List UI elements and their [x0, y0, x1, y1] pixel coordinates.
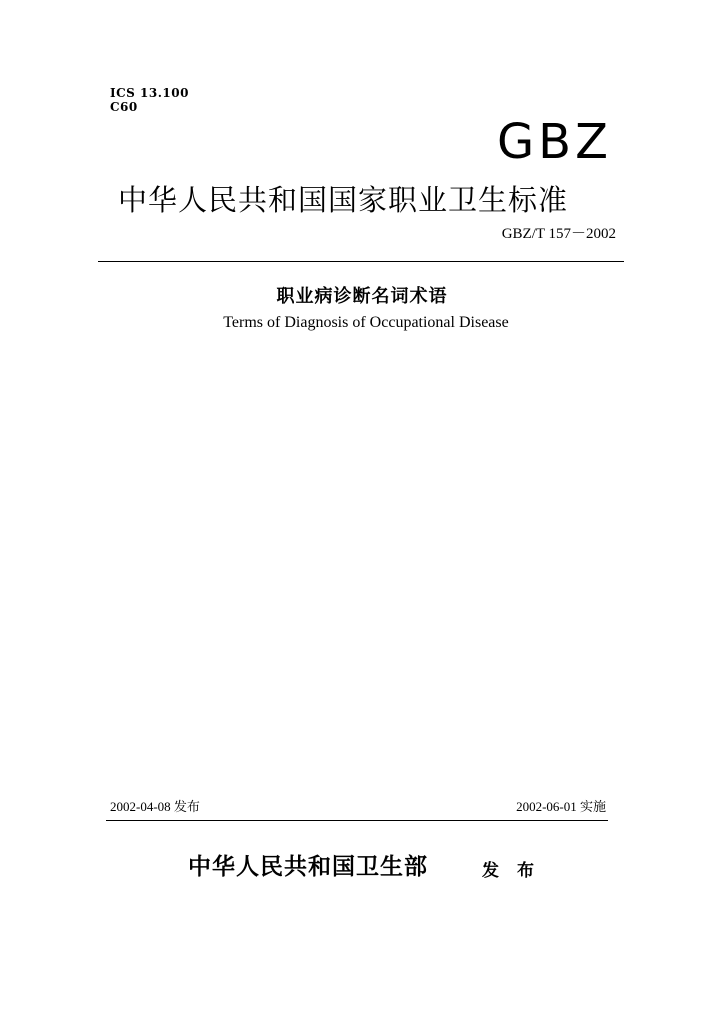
standard-name: 中华人民共和国国家职业卫生标准	[118, 183, 569, 217]
standard-number: GBZ/T 157－2002	[501, 226, 616, 242]
gbz-logo: GBZ	[496, 114, 612, 170]
top-divider	[98, 261, 624, 262]
document-title-chinese: 职业病诊断名词术语	[276, 286, 448, 307]
implementation-date: 2002-06-01 实施	[516, 799, 606, 814]
document-title-english: Terms of Diagnosis of Occupational Disease	[223, 314, 509, 331]
publisher-name: 中华人民共和国卫生部	[188, 854, 428, 880]
classification-codes	[110, 86, 189, 114]
issue-date: 2002-04-08 发布	[110, 799, 200, 814]
ics-code: ICS 13.100	[110, 86, 189, 100]
publish-label: 发布	[482, 861, 552, 881]
bottom-divider	[106, 820, 608, 821]
ccs-code: C60	[110, 100, 138, 114]
